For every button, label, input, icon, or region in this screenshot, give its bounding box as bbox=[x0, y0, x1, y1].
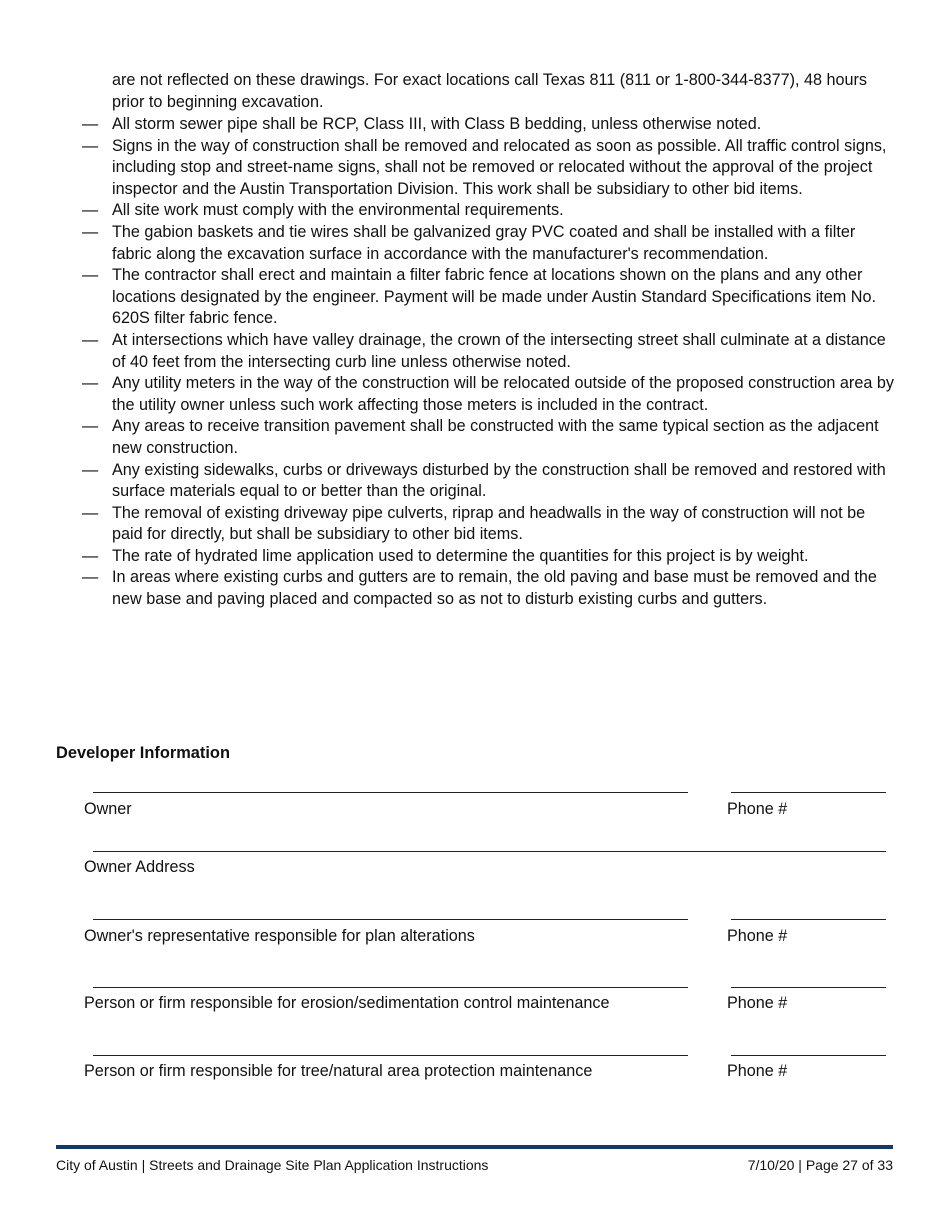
dash-bullet: — bbox=[82, 460, 99, 479]
owner-address-label: Owner Address bbox=[84, 858, 195, 876]
footer-document-title: City of Austin | Streets and Drainage Site Plan Application Instructions bbox=[56, 1157, 489, 1173]
dash-bullet: — bbox=[82, 266, 99, 285]
dash-bullet: — bbox=[82, 503, 99, 522]
tree-phone-line[interactable] bbox=[731, 1055, 886, 1056]
owner-signature-line[interactable] bbox=[93, 792, 688, 793]
list-item bbox=[82, 567, 897, 610]
list-item bbox=[82, 200, 897, 222]
representative-phone-label: Phone # bbox=[727, 927, 788, 945]
representative-label: Owner's representative responsible for plan alterations bbox=[84, 927, 475, 945]
tree-signature-line[interactable] bbox=[93, 1055, 688, 1056]
erosion-signature-line[interactable] bbox=[93, 987, 688, 988]
tree-label: Person or firm responsible for tree/natural area protection maintenance bbox=[84, 1062, 593, 1080]
erosion-phone-label: Phone # bbox=[727, 994, 788, 1012]
note-text: The contractor shall erect and maintain a filter fabric fence at locations shown on the plans and any other locations designated by the engineer. Payment will be made under Austin Standard Specifications item No. 620S filter fabric fence. bbox=[112, 266, 876, 328]
note-text: The rate of hydrated lime application used to determine the quantities for this project is by weight. bbox=[112, 546, 809, 565]
note-text: The removal of existing driveway pipe culverts, riprap and headwalls in the way of construction will not be paid for directly, but shall be subsidiary to other bid items. bbox=[112, 503, 866, 544]
list-item bbox=[82, 330, 897, 373]
note-text: The gabion baskets and tie wires shall be galvanized gray PVC coated and shall be installed with a filter fabric along the excavation surface in accordance with the manufacturer's recommendation. bbox=[112, 222, 856, 263]
footer-divider bbox=[56, 1145, 893, 1149]
note-text: Any utility meters in the way of the construction will be relocated outside of the proposed construction area by the utility owner unless such work affecting those meters is included in the contract. bbox=[112, 374, 894, 414]
owner-phone-line[interactable] bbox=[731, 792, 886, 793]
note-text: All storm sewer pipe shall be RCP, Class III, with Class B bedding, unless otherwise noted. bbox=[112, 115, 762, 133]
list-item bbox=[82, 373, 897, 416]
list-item bbox=[82, 265, 897, 330]
note-text: Any existing sidewalks, curbs or driveways disturbed by the construction shall be removed and restored with surface materials equal to or better than the original. bbox=[112, 460, 886, 501]
list-item bbox=[82, 503, 897, 546]
footer-page-number: 7/10/20 | Page 27 of 33 bbox=[747, 1157, 893, 1173]
dash-bullet: — bbox=[82, 330, 99, 349]
dash-bullet: — bbox=[82, 417, 99, 436]
erosion-phone-line[interactable] bbox=[731, 987, 886, 988]
owner-phone-label: Phone # bbox=[727, 800, 788, 818]
tree-phone-label: Phone # bbox=[727, 1062, 788, 1080]
list-item bbox=[82, 222, 897, 265]
dash-bullet: — bbox=[82, 222, 99, 241]
dash-bullet: — bbox=[82, 115, 99, 133]
dash-bullet: — bbox=[82, 374, 99, 393]
representative-signature-line[interactable] bbox=[93, 919, 688, 920]
dash-bullet: — bbox=[82, 201, 99, 220]
representative-phone-line[interactable] bbox=[731, 919, 886, 920]
list-item bbox=[82, 460, 897, 503]
note-text: Signs in the way of construction shall be removed and relocated as soon as possible. All traffic control signs, including stop and street-name signs, shall not be removed or relocated without the approval of the project inspector and the Austin Transportation Division. This work shall be subsidiary to other bid items. bbox=[112, 136, 887, 198]
dash-bullet: — bbox=[82, 546, 99, 565]
developer-information-heading: Developer Information bbox=[56, 744, 230, 762]
list-item bbox=[82, 136, 897, 201]
list-item bbox=[82, 546, 897, 568]
construction-notes-list bbox=[82, 114, 897, 611]
owner-address-line[interactable] bbox=[93, 851, 886, 852]
dash-bullet: — bbox=[82, 136, 99, 155]
continuation-paragraph: are not reflected on these drawings. For exact locations call Texas 811 (811 or 1-800-344-8377), 48 hours prior to beginning excavation. bbox=[112, 71, 867, 111]
dash-bullet: — bbox=[82, 568, 99, 587]
erosion-label: Person or firm responsible for erosion/sedimentation control maintenance bbox=[84, 994, 610, 1012]
note-text: At intersections which have valley drainage, the crown of the intersecting street shall culminate at a distance of 40 feet from the intersecting curb line unless otherwise noted. bbox=[112, 330, 886, 371]
owner-label: Owner bbox=[84, 800, 132, 818]
note-text: All site work must comply with the environmental requirements. bbox=[112, 201, 564, 220]
note-text: Any areas to receive transition pavement shall be constructed with the same typical section as the adjacent new construction. bbox=[112, 417, 879, 457]
note-text: In areas where existing curbs and gutters are to remain, the old paving and base must be removed and the new base and paving placed and compacted so as not to disturb existing curbs and gutters. bbox=[112, 568, 877, 609]
list-item bbox=[82, 416, 897, 459]
list-item bbox=[82, 114, 897, 136]
